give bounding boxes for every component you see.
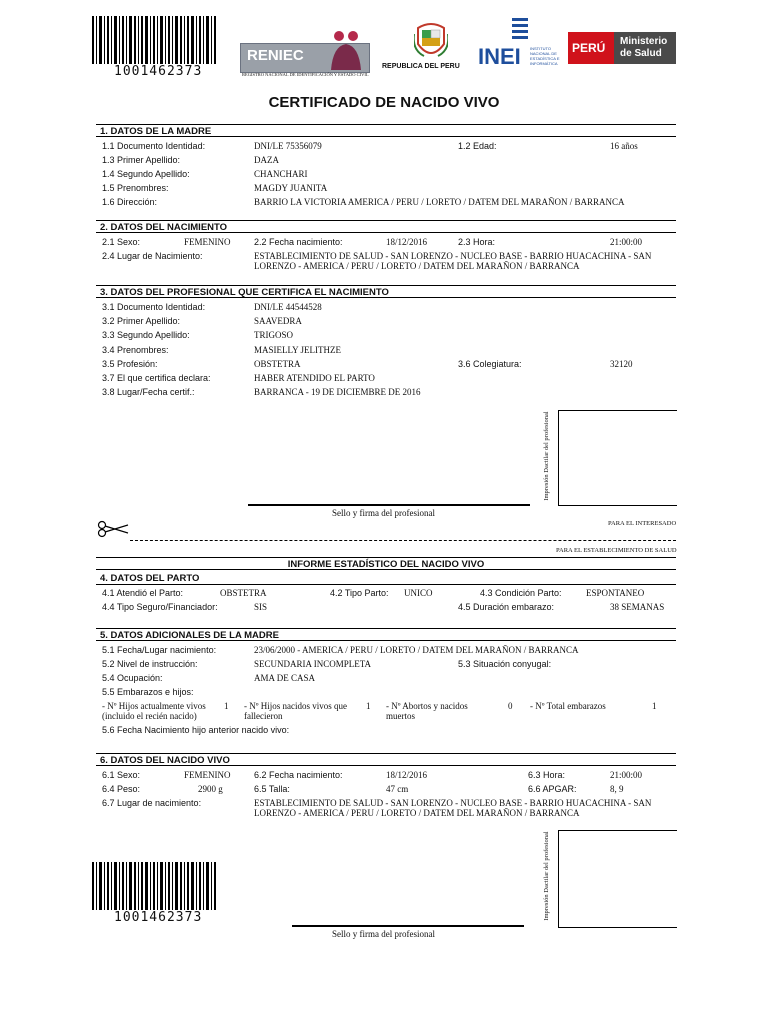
- adicionales-fecha-lugar-label: 5.1 Fecha/Lugar nacimiento:: [102, 645, 217, 655]
- parto-seguro-label: 4.4 Tipo Seguro/Financiador:: [102, 602, 218, 612]
- section-parto-header: 4. DATOS DEL PARTO: [96, 572, 676, 585]
- nacimiento-lugar-value: ESTABLECIMIENTO DE SALUD - SAN LORENZO - NUCLEO BASE - BARRIO HUACACHINA - SAN LORENZO - AMERICA / PERU / LORETO / DATEM DEL MARAÑON / BARRANCA: [254, 251, 652, 271]
- profesional-profesion-value: OBSTETRA: [254, 359, 301, 369]
- reniec-subtitle: REGISTRO NACIONAL DE IDENTIFICACIÓN Y ESTADO CIVIL: [242, 72, 369, 77]
- profesional-colegiatura-value: 32120: [610, 359, 633, 369]
- nacido-sexo-value: FEMENINO: [184, 770, 231, 780]
- nacimiento-sexo-label: 2.1 Sexo:: [102, 237, 141, 247]
- signature-line-1: [248, 504, 530, 506]
- barcode-number: 1001462373: [114, 64, 203, 79]
- madre-direccion-value: BARRIO LA VICTORIA AMERICA / PERU / LORETO / DATEM DEL MARAÑON / BARRANCA: [254, 197, 625, 207]
- nacimiento-sexo-value: FEMENINO: [184, 237, 231, 247]
- parto-atendio-label: 4.1 Atendió el Parto:: [102, 588, 184, 598]
- section-profesional-header: 3. DATOS DEL PROFESIONAL QUE CERTIFICA EL NACIMIENTO: [96, 285, 676, 298]
- section-nacimiento-header: 2. DATOS DEL NACIMIENTO: [96, 220, 676, 233]
- abortos-label: - Nº Abortos y nacidos muertos: [386, 701, 468, 721]
- section-madre-header: 1. DATOS DE LA MADRE: [96, 124, 676, 137]
- barcode-number-bottom: 1001462373: [114, 910, 203, 925]
- parto-duracion-label: 4.5 Duración embarazo:: [458, 602, 555, 612]
- para-establecimiento-label: PARA EL ESTABLECIMIENTO DE SALUD: [556, 547, 677, 554]
- fingerprint-box-2: [558, 830, 677, 928]
- nacido-peso-value: 2900 g: [198, 784, 223, 794]
- profesional-declara-value: HABER ATENDIDO EL PARTO: [254, 373, 375, 383]
- profesional-apellido2-label: 3.3 Segundo Apellido:: [102, 330, 190, 340]
- nacido-lugar-value: ESTABLECIMIENTO DE SALUD - SAN LORENZO - NUCLEO BASE - BARRIO HUACACHINA - SAN LORENZO - AMERICA / PERU / LORETO / DATEM DEL MARAÑON / BARRANCA: [254, 798, 652, 818]
- ministerio-logo: Ministerio de Salud: [614, 32, 676, 64]
- parto-tipo-value: UNICO: [404, 588, 433, 598]
- adicionales-embarazos-label: 5.5 Embarazos e hijos:: [102, 687, 194, 697]
- parto-duracion-value: 38 SEMANAS: [610, 602, 665, 612]
- hijos-fallecidos-label: - Nº Hijos nacidos vivos que fallecieron: [244, 701, 348, 721]
- profesional-profesion-label: 3.5 Profesión:: [102, 359, 158, 369]
- sello-firma-label-2: Sello y firma del profesional: [332, 929, 435, 939]
- nacido-talla-label: 6.5 Talla:: [254, 784, 290, 794]
- cut-line: [130, 540, 676, 541]
- abortos-value: 0: [508, 701, 513, 711]
- profesional-nombres-value: MASIELLY JELITHZE: [254, 345, 341, 355]
- madre-edad-label: 1.2 Edad:: [458, 141, 497, 151]
- para-interesado-label: PARA EL INTERESADO: [608, 520, 677, 527]
- adicionales-fecha-anterior-label: 5.6 Fecha Nacimiento hijo anterior nacido vivo:: [102, 725, 290, 735]
- nacido-hora-label: 6.3 Hora:: [528, 770, 566, 780]
- sello-firma-label-1: Sello y firma del profesional: [332, 508, 435, 518]
- madre-apellido2-label: 1.4 Segundo Apellido:: [102, 169, 190, 179]
- total-embarazos-value: 1: [652, 701, 657, 711]
- parto-seguro-value: SIS: [254, 602, 268, 612]
- huella-label-1: Impresión Dactilar del profesional: [543, 411, 550, 501]
- adicionales-fecha-lugar-value: 23/06/2000 - AMERICA / PERU / LORETO / DATEM DEL MARAÑON / BARRANCA: [254, 645, 579, 655]
- parto-condicion-value: ESPONTANEO: [586, 588, 645, 598]
- parto-condicion-label: 4.3 Condición Parto:: [480, 588, 562, 598]
- barcode-top: [92, 16, 216, 64]
- madre-nombres-value: MAGDY JUANITA: [254, 183, 328, 193]
- peru-logo-text: PERÚ: [572, 41, 606, 55]
- hijos-fallecidos-value: 1: [366, 701, 371, 711]
- adicionales-instruccion-value: SECUNDARIA INCOMPLETA: [254, 659, 372, 669]
- adicionales-ocupacion-label: 5.4 Ocupación:: [102, 673, 163, 683]
- peru-logo: [568, 32, 614, 64]
- nacimiento-fecha-value: 18/12/2016: [386, 237, 428, 247]
- nacimiento-lugar-label: 2.4 Lugar de Nacimiento:: [102, 251, 203, 261]
- nacido-apgar-value: 8, 9: [610, 784, 624, 794]
- section-nacido-header: 6. DATOS DEL NACIDO VIVO: [96, 753, 676, 766]
- reniec-figure-icon: [329, 30, 363, 70]
- madre-apellido1-value: DAZA: [254, 155, 279, 165]
- profesional-lugar-fecha-label: 3.8 Lugar/Fecha certif.:: [102, 387, 195, 397]
- nacido-fecha-label: 6.2 Fecha nacimiento:: [254, 770, 343, 780]
- madre-direccion-label: 1.6 Dirección:: [102, 197, 158, 207]
- profesional-apellido1-value: SAAVEDRA: [254, 316, 302, 326]
- parto-tipo-label: 4.2 Tipo Parto:: [330, 588, 389, 598]
- fingerprint-box-1: [558, 410, 677, 506]
- profesional-apellido2-value: TRIGOSO: [254, 330, 294, 340]
- inei-logo: INEI: [478, 44, 521, 69]
- nacido-sexo-label: 6.1 Sexo:: [102, 770, 141, 780]
- nacido-lugar-label: 6.7 Lugar de nacimiento:: [102, 798, 202, 808]
- parto-atendio-value: OBSTETRA: [220, 588, 267, 598]
- republica-text: REPUBLICA DEL PERU: [382, 63, 460, 70]
- profesional-doc-label: 3.1 Documento Identidad:: [102, 302, 206, 312]
- madre-edad-value: 16 años: [610, 141, 638, 151]
- peru-coat-of-arms-icon: [414, 20, 448, 62]
- nacimiento-fecha-label: 2.2 Fecha nacimiento:: [254, 237, 343, 247]
- reniec-logo: [240, 43, 370, 73]
- barcode-bottom: [92, 862, 216, 910]
- madre-nombres-label: 1.5 Prenombres:: [102, 183, 169, 193]
- profesional-doc-value: DNI/LE 44544528: [254, 302, 322, 312]
- profesional-lugar-fecha-value: BARRANCA - 19 DE DICIEMBRE DE 2016: [254, 387, 421, 397]
- hijos-vivos-label: - Nº Hijos actualmente vivos (incluido el recién nacido): [102, 701, 206, 721]
- document-title: CERTIFICADO DE NACIDO VIVO: [268, 94, 500, 111]
- adicionales-ocupacion-value: AMA DE CASA: [254, 673, 316, 683]
- madre-apellido1-label: 1.3 Primer Apellido:: [102, 155, 181, 165]
- adicionales-conyugal-label: 5.3 Situación conyugal:: [458, 659, 552, 669]
- section-adicionales-header: 5. DATOS ADICIONALES DE LA MADRE: [96, 628, 676, 641]
- profesional-colegiatura-label: 3.6 Colegiatura:: [458, 359, 522, 369]
- nacido-talla-value: 47 cm: [386, 784, 409, 794]
- madre-doc-value: DNI/LE 75356079: [254, 141, 322, 151]
- madre-doc-label: 1.1 Documento Identidad:: [102, 141, 206, 151]
- inei-subtitle: INSTITUTO NACIONAL DE ESTADÍSTICA E INFORMÁTICA: [530, 46, 560, 66]
- adicionales-instruccion-label: 5.2 Nivel de instrucción:: [102, 659, 198, 669]
- nacido-hora-value: 21:00:00: [610, 770, 643, 780]
- scissors-icon: [96, 520, 130, 538]
- profesional-nombres-label: 3.4 Prenombres:: [102, 345, 169, 355]
- nacido-peso-label: 6.4 Peso:: [102, 784, 141, 794]
- profesional-apellido1-label: 3.2 Primer Apellido:: [102, 316, 181, 326]
- nacimiento-hora-label: 2.3 Hora:: [458, 237, 496, 247]
- profesional-declara-label: 3.7 El que certifica declara:: [102, 373, 211, 383]
- informe-header: INFORME ESTADÍSTICO DEL NACIDO VIVO: [96, 557, 676, 570]
- signature-line-2: [292, 925, 524, 927]
- madre-apellido2-value: CHANCHARI: [254, 169, 308, 179]
- inei-bars-icon: [512, 18, 528, 44]
- total-embarazos-label: - Nº Total embarazos: [530, 701, 606, 711]
- reniec-logo-text: RENIEC: [247, 47, 304, 64]
- nacimiento-hora-value: 21:00:00: [610, 237, 643, 247]
- nacido-fecha-value: 18/12/2016: [386, 770, 428, 780]
- hijos-vivos-value: 1: [224, 701, 229, 711]
- huella-label-2: Impresión Dactilar del profesional: [543, 831, 550, 921]
- nacido-apgar-label: 6.6 APGAR:: [528, 784, 577, 794]
